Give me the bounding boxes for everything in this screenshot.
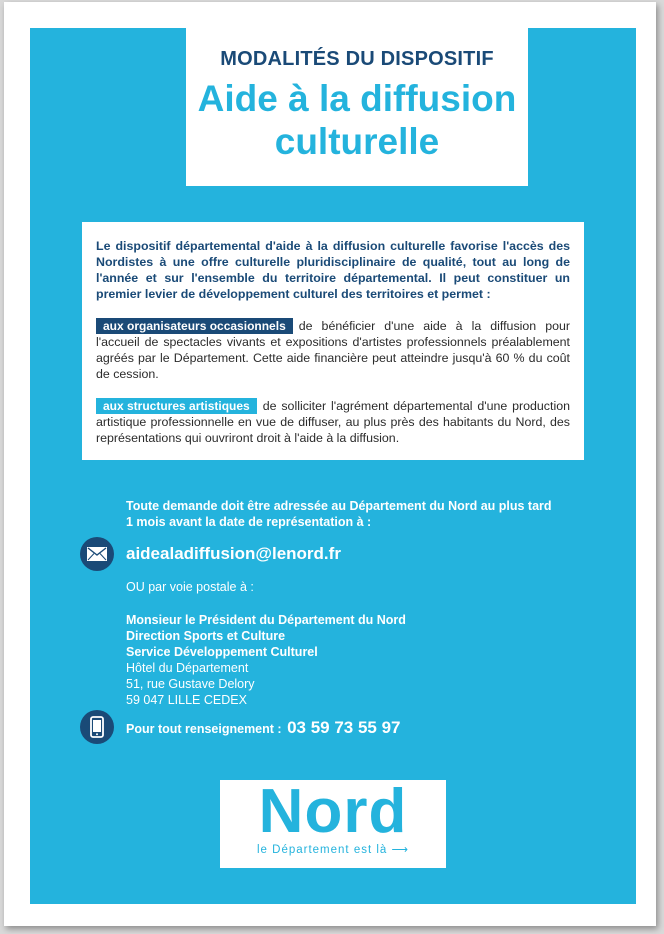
phone-label: Pour tout renseignement : bbox=[126, 722, 282, 736]
address-line-1: Monsieur le Président du Département du Nord bbox=[126, 613, 406, 627]
contact-lead-line-1: Toute demande doit être adressée au Département du Nord au plus tard bbox=[126, 499, 552, 513]
info-box bbox=[82, 222, 584, 460]
mobile-phone-icon bbox=[80, 710, 114, 744]
address-line-6: 59 047 LILLE CEDEX bbox=[126, 693, 247, 707]
contact-lead bbox=[126, 498, 566, 530]
header-box bbox=[186, 28, 528, 186]
postal-intro: OU par voie postale à : bbox=[126, 580, 254, 594]
phone-line bbox=[126, 718, 401, 738]
address-line-3: Service Développement Culturel bbox=[126, 645, 318, 659]
nord-logo bbox=[220, 777, 446, 868]
contact-lead-line-2: 1 mois avant la date de représentation à : bbox=[126, 515, 372, 529]
address-line-4: Hôtel du Département bbox=[126, 661, 249, 675]
item-organisateurs bbox=[96, 318, 570, 382]
header-subtitle: MODALITÉS DU DISPOSITIF bbox=[220, 48, 494, 70]
address-line-5: 51, rue Gustave Delory bbox=[126, 677, 255, 691]
phone-number[interactable]: 03 59 73 55 97 bbox=[287, 718, 401, 737]
title-line-1: Aide à la diffusion bbox=[197, 78, 517, 119]
item-structures bbox=[96, 398, 570, 446]
item-structures-text: de solliciter l'agrément départemental d'une production artistique professionnelle en vue de diffuser, au plus près des habitants du Nord, des représentations qui ouvriront droit à l'aide à la diffusion. bbox=[96, 399, 570, 445]
intro-paragraph: Le dispositif départemental d'aide à la diffusion culturelle favorise l'accès des Nordistes à une offre culturelle pluridisciplinaire de qualité, tout au long de l'année et sur l'ensemble du territoire départemental. Il peut constituer un premier levier de développement culturel des territoires et permet : bbox=[96, 239, 570, 301]
address-line-2: Direction Sports et Culture bbox=[126, 629, 286, 643]
envelope-icon bbox=[80, 537, 114, 571]
tag-structures: aux structures artistiques bbox=[96, 398, 257, 414]
tag-organisateurs: aux organisateurs occasionnels bbox=[96, 318, 293, 334]
blue-panel bbox=[30, 28, 636, 904]
email-link[interactable]: aidealadiffusion@lenord.fr bbox=[126, 544, 341, 563]
item-organisateurs-text: de bénéficier d'une aide à la diffusion pour l'accueil de spectacles vivants et expositions d'artistes professionnels préalablement agréés par le Département. Cette aide financière peut atteindre jusqu'à 60 % du coût de cession. bbox=[96, 319, 570, 381]
flyer-page bbox=[4, 2, 656, 926]
logo-word: Nord bbox=[258, 777, 408, 846]
header-title bbox=[186, 77, 528, 163]
title-line-2: culturelle bbox=[274, 121, 440, 162]
postal-address bbox=[126, 612, 406, 708]
logo-tagline: le Département est là ⟶ bbox=[257, 844, 409, 856]
